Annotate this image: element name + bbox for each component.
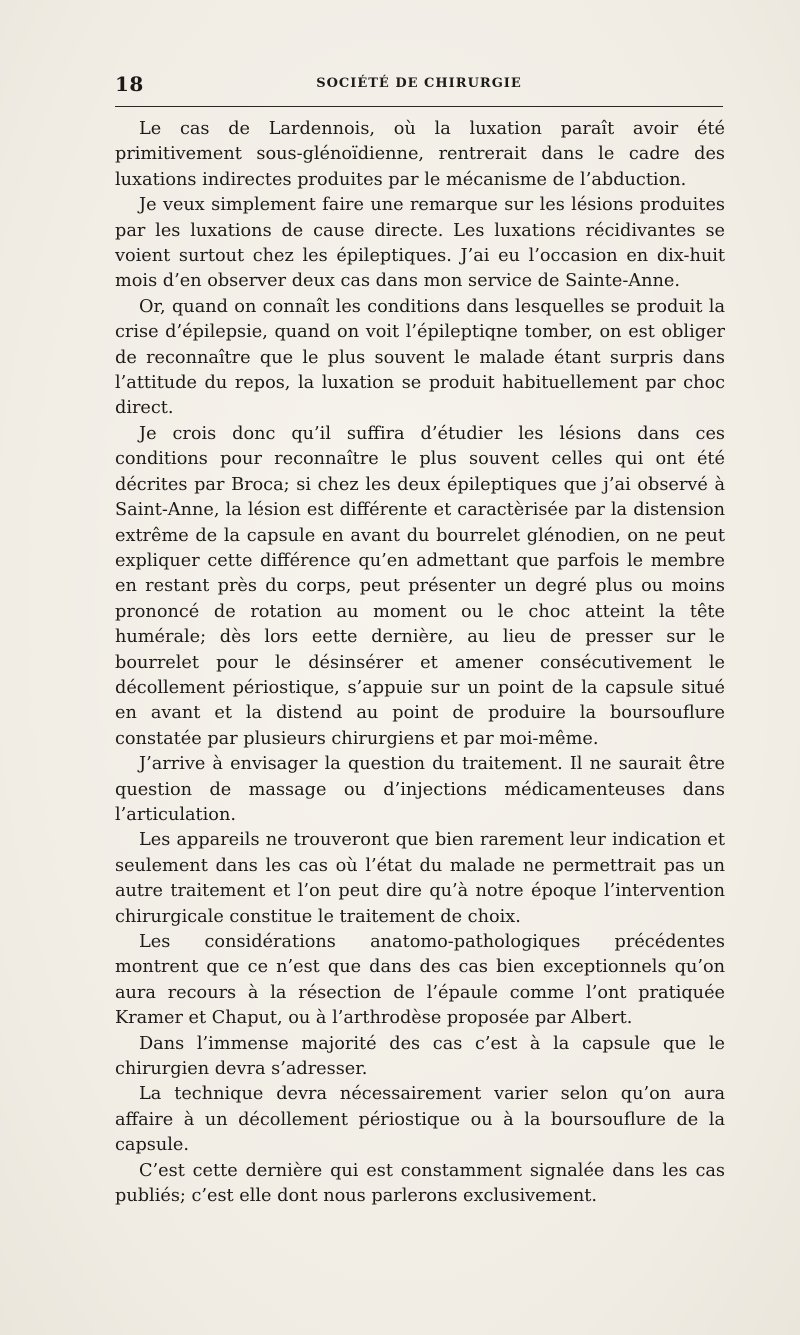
paragraph-appareils: Les appareils ne trouveront que bien rarement leur indication et seulement dans les cas où l’état du malade ne permettrait pas un autre traitement et l’on peut dire qu’à notre époque l’intervention chirurgicale constitue le traitement de choix.: [115, 830, 725, 927]
page-number: 18: [115, 72, 144, 96]
paragraph-lesions-broca: Je crois donc qu’il suffira d’étudier les lésions dans ces conditions pour reconnaître le plus souvent celles qui ont été décrites par Broca; si chez les deux épileptiques que j’ai observé à Saint-Anne, la lésion est différente et caractèrisée par la distension extrême de la capsule en avant du bourrelet glénodien, on ne peut expliquer cette différence qu’en admettant que parfois le membre en restant près du corps, peut présenter un degré plus ou moins prononcé de rotation au moment ou le choc atteint la tête humérale; dès lors eette dernière, au lieu de presser sur le bourrelet pour le désinsérer et amener consécutivement le décollement périostique, s’appuie sur un point de la capsule situé en avant et la distend au point de produire la boursouflure constatée par plusieurs chirurgiens et par moi-même.: [115, 423, 725, 749]
paragraph-considerations: Les considérations anatomo-pathologiques précédentes montrent que ce n’est que dans des cas bien exceptionnels qu’on aura recours à la résection de l’épaule comme l’ont pratiquée Kramer et Chaput, ou à l’arthrodèse proposée par Albert.: [115, 932, 725, 1029]
running-head: [115, 70, 723, 102]
paragraph-technique: La technique devra nécessairement varier selon qu’on aura affaire à un décollement périostique ou à la boursouflure de la capsule.: [115, 1084, 725, 1156]
paragraph-traitement: J’arrive à envisager la question du traitement. Il ne saurait être question de massage ou d’injections médicamenteuses dans l’articulation.: [115, 754, 725, 825]
paragraph-crise-epilepsie: Or, quand on connaît les conditions dans lesquelles se produit la crise d’épilepsie, quand on voit l’épileptiqne tomber, on est obliger de reconnaître que le plus souvent le malade étant surpris dans l’attitude du repos, la luxation se produit habituellement par choc direct.: [115, 296, 725, 419]
body-text: [115, 117, 725, 1209]
running-title: SOCIÉTÉ DE CHIRURGIE: [316, 76, 522, 91]
header-rule: [115, 106, 723, 107]
paragraph-conclusion: C’est cette dernière qui est constamment signalée dans les cas publiés; c’est elle dont nous parlerons exclusivement.: [115, 1160, 725, 1207]
paragraph-lardennois: Le cas de Lardennois, où la luxation paraît avoir été primitivement sous-glénoïdienne, rentrerait dans le cadre des luxations indirectes produites par le mécanisme de l’abduction.: [115, 119, 725, 190]
paragraph-capsule: Dans l’immense majorité des cas c’est à la capsule que le chirurgien devra s’adresser.: [115, 1033, 725, 1080]
paragraph-remarque: Je veux simplement faire une remarque sur les lésions produites par les luxations de cause directe. Les luxations récidivantes se voient surtout chez les épileptiques. J’ai eu l’occasion en dix-huit mois d’en observer deux cas dans mon service de Sainte-Anne.: [115, 195, 725, 292]
